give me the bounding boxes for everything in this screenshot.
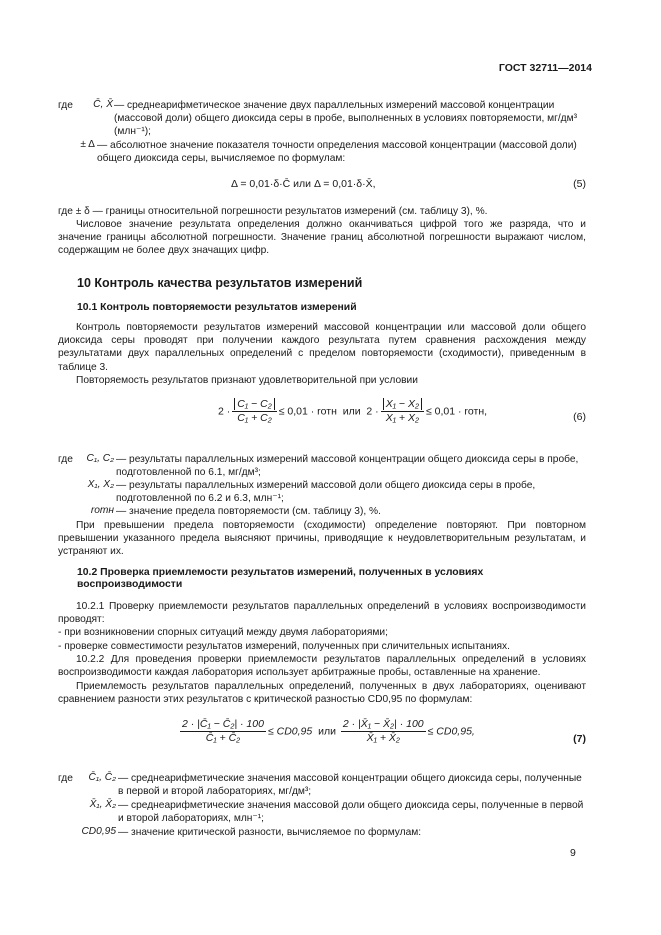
- def-description: — среднеарифметические значения массовой концентрации общего диоксида серы, полученные в первой и второй лабораториях, мг/дм³;: [118, 773, 582, 798]
- list-item: - проверке совместимости результатов измерений, полученных при сличительных испытаниях.: [58, 641, 510, 652]
- section-heading: 10 Контроль качества результатов измерений: [77, 276, 363, 290]
- equation-number: (7): [573, 733, 586, 745]
- paragraph: Контроль повторяемости результатов измерений массовой концентрации или массовой доли общего диоксида серы проводят при получении каждого результата путем сравнения расхождения между результатами двух параллельных определений с пределом повторяемости (сходимости), приведенным в таблице 3.: [58, 322, 586, 373]
- def-term: ± Δ: [80, 139, 95, 150]
- def-description: — абсолютное значение показателя точности определения массовой концентрации (массовой доли) общего диоксида серы, вычисляемое по формулам:: [97, 140, 577, 165]
- def-term: X̄₁, X̄₂: [89, 799, 116, 810]
- def-term: C̄₁, C̄₂: [88, 772, 116, 783]
- paragraph: Числовое значение результата определения должно оканчиваться цифрой того же разряда, что и значение границы абсолютной погрешности. Значение границ абсолютной погрешности выражают числом, содержащим не более двух значащих цифр.: [58, 219, 586, 257]
- subsection-heading: 10.1 Контроль повторяемости результатов измерений: [77, 302, 357, 313]
- paragraph: 10.2.2 Для проведения проверки приемлемости результатов параллельных определений в условиях воспроизводимости каждая лаборатория использует арбитражные пробы, оставленные на хранение.: [58, 654, 586, 679]
- paragraph: 10.2.1 Проверку приемлемости результатов параллельных определений в условиях воспроизводимости проводят:: [58, 601, 586, 626]
- equation-number: (5): [573, 178, 586, 190]
- paragraph: При превышении предела повторяемости (сходимости) определение повторяют. При повторном превышении указанного предела выясняют причины, приводящие к неудовлетворительным результатам, и устраняют их.: [58, 520, 586, 558]
- document-header: ГОСТ 32711—2014: [498, 62, 592, 74]
- page-number: 9: [570, 847, 576, 859]
- formula-5: Δ = 0,01·δ·C̄ или Δ = 0,01·δ·X̄,: [231, 178, 376, 190]
- formula-7: $\frac{\text{2 · |C̄₁ − C̄₂| · 100}}{\text{C̄₁ + C̄₂}}$ ≤ CD0,95 или $\frac{\text{2 · |X̄₁ − X̄₂| · 100}}{\text{X̄₁ + X̄₂}}$ ≤ CD0,95,: [182, 718, 475, 744]
- where-label: где: [58, 773, 73, 784]
- subsection-heading: 10.2 Проверка приемлемости результатов измерений, полученных в условиях воспроизводимости: [77, 567, 484, 590]
- equation-number: (6): [573, 411, 586, 423]
- def-description: — среднеарифметические значения массовой доли общего диоксида серы, полученные в первой и второй лабораториях, млн⁻¹;: [118, 800, 584, 825]
- def-description: — результаты параллельных измерений массовой доли общего диоксида серы в пробе, подготовленной по 6.2 и 6.3, млн⁻¹;: [116, 480, 536, 505]
- paragraph: Повторяемость результатов признают удовлетворительной при условии: [76, 375, 418, 386]
- def-description: — среднеарифметическое значение двух параллельных измерений массовой концентрации (массовой доли) общего диоксида серы в пробе, выполненных в условиях повторяемости, мг/дм³ (млн⁻¹);: [114, 100, 577, 138]
- def-description: — значение критической разности, вычисляемое по формулам:: [118, 827, 422, 838]
- where-label: где: [58, 100, 73, 111]
- def-term: X₁, X₂: [87, 479, 114, 490]
- def-term: rотн: [90, 505, 114, 516]
- def-term: CD0,95: [81, 826, 116, 837]
- def-description: — значение предела повторяемости (см. таблицу 3), %.: [116, 506, 381, 517]
- def-term: C₁, C₂: [86, 453, 114, 464]
- def-description: — результаты параллельных измерений массовой концентрации общего диоксида серы в пробе, подготовленной по 6.1, мг/дм³;: [116, 454, 579, 479]
- formula-6: 2 · $\frac{\text{C₁ − C₂}}{\text{C₁ + C₂}}$ ≤ 0,01 · rотн или 2 · $\frac{\text{X₁ − X₂}}{\text{X₁ + X₂}}$ ≤ 0,01 · rотн,: [218, 398, 488, 424]
- list-item: - при возникновении спорных ситуаций между двумя лабораториями;: [58, 627, 388, 638]
- paragraph: Приемлемость результатов параллельных определений, полученных в двух лабораториях, оценивают сравнением разности этих результатов с критической разностью CD0,95 по формулам:: [58, 681, 586, 706]
- where-label: где: [58, 454, 73, 465]
- paragraph: где ± δ — границы относительной погрешности результатов измерений (см. таблицу 3), %.: [58, 206, 488, 217]
- def-term: C̄, X̄: [93, 99, 113, 110]
